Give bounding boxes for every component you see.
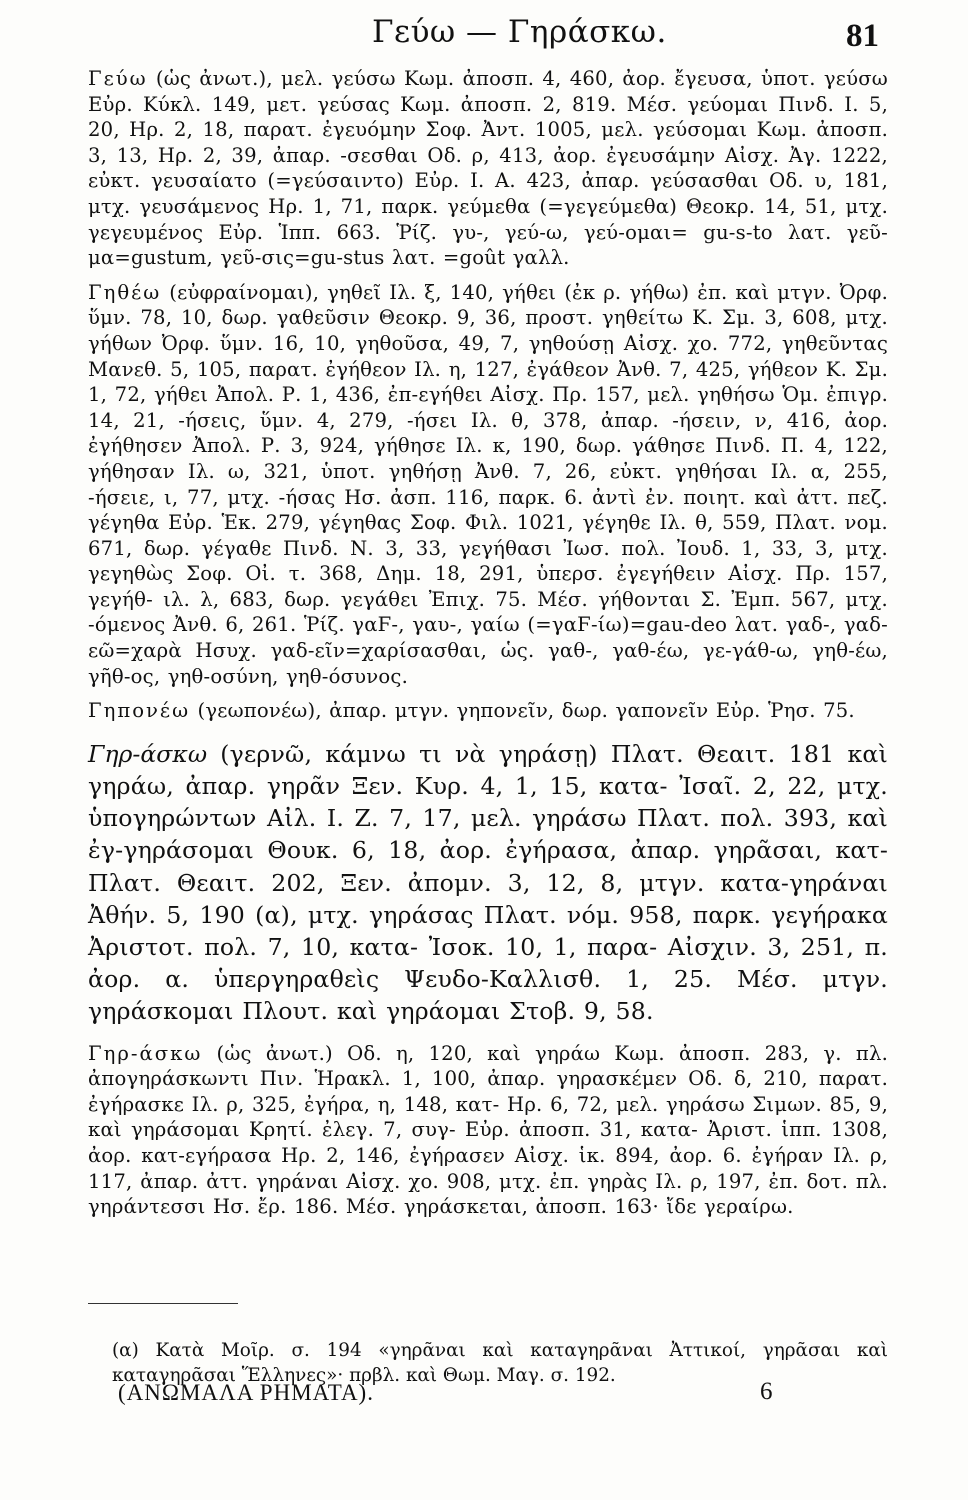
entry-giponeo xyxy=(88,698,888,724)
entry-text: (ὡς ἀνωτ.) Οδ. η, 120, καὶ γηράω Κωμ. ἀποσπ. 283, γ. πλ. ἀπογηράσκωντι Πιν. Ἡρακλ. 1, 100, ἀπαρ. γηρασκέμεν Οδ. δ, 210, παρατ. ἐγήρασκε Ιλ. ρ, 325, ἐγήρα, η, 148, κατ- Ηρ. 6, 72, μελ. γηράσω Σιμων. 85, 9, καὶ γηράσομαι Κρητί. ἐλεγ. 7, συγ- Εὐρ. ἀποσπ. 31, κατα- Ἀριστ. ἱππ. 1308, ἀορ. κατ-εγήρασα Ηρ. 2, 146, ἐγήρασεν Αἰσχ. ἱκ. 894, ἀορ. 6. ἐγήραν Ιλ. ρ, 117, ἀπαρ. ἀττ. γηράναι Αἰσχ. χο. 908, μτχ. ἐπ. γηρὰς Ιλ. ρ, 197, ἐπ. δοτ. πλ. γηράντεσσι Ησ. ἔρ. 186. Μέσ. γηράσκεται, ἀποσπ. 163· ἴδε γεραίρω. xyxy=(88,1041,888,1219)
entry-text: (γερνῶ, κάμνω τι νὰ γηράσῃ) Πλατ. Θεαιτ. 181 καὶ γηράω, ἀπαρ. γηρᾶν Ξεν. Κυρ. 4, 1, 15, κατα- Ἰσαῖ. 2, 22, μτχ. ὑπογηρώντων Αἰλ. Ι. Ζ. 7, 17, μελ. γηράσω Πλατ. πολ. 393, καὶ ἐγ-γηράσομαι Θουκ. 6, 18, ἀορ. ἐγήρασα, ἀπαρ. γηρᾶσαι, κατ- Πλατ. Θεαιτ. 202, Ξεν. ἀπομν. 3, 12, 8, μτγν. κατα-γηράναι Ἀθήν. 5, 190 (α), μτχ. γηράσας Πλατ. νόμ. 958, παρκ. γεγήρακα Ἀριστοτ. πολ. 7, 10, κατα- Ἰσοκ. 10, 1, παρα- Αἰσχιν. 3, 251, π. ἀορ. α. ὑπεργηραθεὶς Ψευδο-Καλλισθ. 1, 25. Μέσ. μτγν. γηράσκομαι Πλουτ. καὶ γηράομαι Στοβ. 9, 58. xyxy=(88,739,888,1026)
footnote: (α) Κατὰ Μοῖρ. σ. 194 «γηρᾶναι καὶ καταγηρᾶναι Ἀττικοί, γηρᾶσαι καὶ καταγηρᾶσαι Ἕλληνες»· πρβλ. καὶ Θωμ. Μαγ. σ. 192. xyxy=(112,1340,888,1387)
page-title: Γεύω — Γηράσκω. xyxy=(372,14,667,50)
entry-lemma: Γηρ-άσκω xyxy=(88,1041,203,1065)
entry-githeo xyxy=(88,280,888,690)
entry-lemma: Γηρ-άσκω xyxy=(88,739,208,768)
entry-geuo xyxy=(88,66,888,271)
page-number: 81 xyxy=(846,18,879,54)
entry-text: (γεωπονέω), ἀπαρ. μτγν. γηπονεῖν, δωρ. γαπονεῖν Εὐρ. Ῥησ. 75. xyxy=(190,699,855,723)
running-head xyxy=(0,14,968,62)
entry-text: (ὡς ἀνωτ.), μελ. γεύσω Κωμ. ἀποσπ. 4, 460, ἀορ. ἔγευσα, ὑποτ. γεύσω Εὐρ. Κύκλ. 149, μετ. γεύσας Κωμ. ἀποσπ. 2, 819. Μέσ. γεύομαι Πινδ. Ι. 5, 20, Ηρ. 2, 18, παρατ. ἐγευόμην Σοφ. Ἀντ. 1005, μελ. γεύσομαι Κωμ. ἀποσπ. 3, 13, Ηρ. 2, 39, ἀπαρ. -σεσθαι Οδ. ρ, 413, ἀορ. ἐγευσάμην Αἰσχ. Ἀγ. 1222, εὐκτ. γευσαίατο (=γεύσαιντο) Εὐρ. Ι. Α. 423, ἀπαρ. γεύσασθαι Οδ. υ, 181, μτχ. γευσάμενος Ηρ. 1, 71, παρκ. γεύμεθα (=γεγεύμεθα) Θεοκρ. 14, 51, μτχ. γεγευμένος Εὐρ. Ἱππ. 663. Ῥίζ. γυ-, γεύ-ω, γεύ-ομαι= gu-s-to λατ. γεῦ-μα=gustum, γεῦ-σις=gu-stus λατ. =goût γαλλ. xyxy=(88,67,888,270)
entry-giraskō-epic xyxy=(88,1041,888,1220)
entry-lemma: Γηθέω xyxy=(88,280,162,304)
sheet-number: 6 xyxy=(760,1378,773,1405)
signature-mark: (ΑΝΩΜΑΛΑ ΡΗΜΑΤΑ). xyxy=(118,1380,374,1405)
entry-giraskō-attic xyxy=(88,738,888,1028)
dictionary-body xyxy=(88,66,888,1220)
entry-text: (εὐφραίνομαι), γηθεῖ Ιλ. ξ, 140, γήθει (ἐκ ρ. γήθω) ἐπ. καὶ μτγν. Ὀρφ. ὕμν. 78, 10, δωρ. γαθεῦσιν Θεοκρ. 9, 36, προστ. γηθείτω Κ. Σμ. 3, 608, μτχ. γήθων Ὀρφ. ὕμν. 16, 10, γηθοῦσα, 49, 7, γηθούσῃ Αἰσχ. χο. 772, γηθεῦντας Μανεθ. 5, 105, παρατ. ἐγήθεον Ιλ. η, 127, ἐγάθεον Ἀνθ. 7, 425, γήθεον Κ. Σμ. 1, 72, γήθει Ἀπολ. Ρ. 1, 436, ἐπ-εγήθει Αἰσχ. Πρ. 157, μελ. γηθήσω Ὁμ. ἐπιγρ. 14, 21, -ήσεις, ὕμν. 4, 279, -ήσει Ιλ. θ, 378, ἀπαρ. -ήσειν, ν, 416, ἀορ. ἐγήθησεν Ἀπολ. Ρ. 3, 924, γήθησε Ιλ. κ, 190, δωρ. γάθησε Πινδ. Π. 4, 122, γήθησαν Ιλ. ω, 321, ὑποτ. γηθήσῃ Ἀνθ. 7, 26, εὐκτ. γηθήσαι Ιλ. α, 255, -ήσειε, ι, 77, μτχ. -ήσας Ησ. ἀσπ. 116, παρκ. 6. ἀντὶ ἐν. ποιητ. καὶ ἀττ. πεζ. γέγηθα Εὐρ. Ἑκ. 279, γέγηθας Σοφ. Φιλ. 1021, γέγηθε Ιλ. θ, 559, Πλατ. νομ. 671, δωρ. γέγαθε Πινδ. Ν. 3, 33, γεγήθασι Ἰωσ. πολ. Ἰουδ. 1, 33, 3, μτχ. γεγηθὼς Σοφ. Οἰ. τ. 368, Δημ. 18, 291, ὑπερσ. ἐγεγήθειν Αἰσχ. Πρ. 157, γεγήθ- ιλ. λ, 683, δωρ. γεγάθει Ἐπιχ. 75. Μέσ. γήθονται Σ. Ἐμπ. 567, μτχ. -όμενος Ἀνθ. 6, 261. Ῥίζ. γαϜ-, γαυ-, γαίω (=γαϜ-ίω)=gau-deo λατ. γαδ-, γαδ-εῶ=χαρὰ Ησυχ. γαδ-εῖν=χαρίσασθαι, ὡς. γαθ-, γαθ-έω, γε-γάθ-ω, γηθ-έω, γῆθ-ος, γηθ-οσύνη, γηθ-όσυνος. xyxy=(88,280,888,688)
entry-lemma: Γηπονέω xyxy=(88,699,191,723)
entry-lemma: Γεύω xyxy=(88,67,148,90)
footnote-divider xyxy=(88,1303,238,1304)
